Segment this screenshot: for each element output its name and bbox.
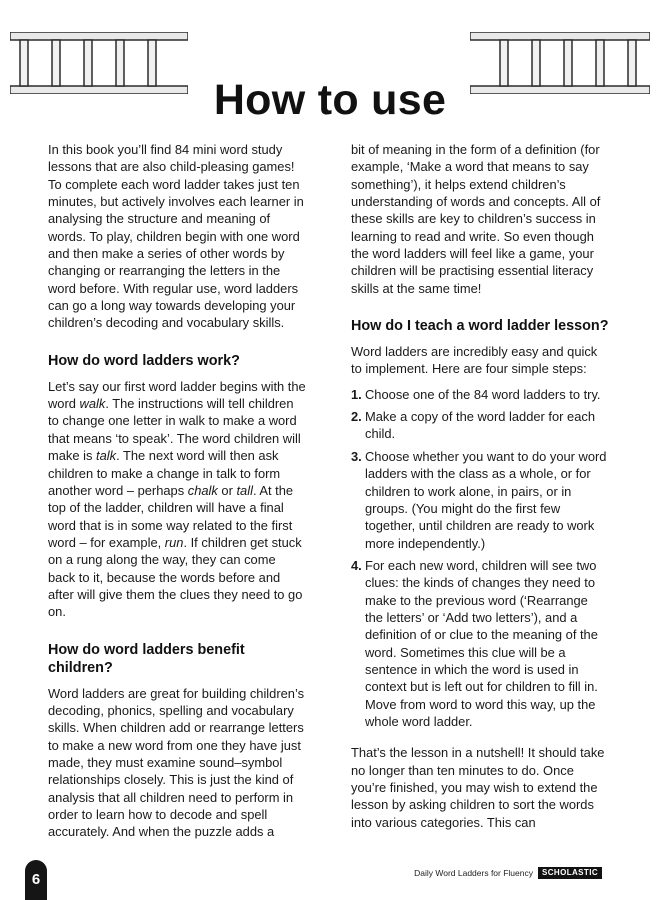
- page-title: How to use: [213, 76, 447, 124]
- teach-intro-paragraph: Word ladders are incredibly easy and quick to implement. Here are four simple steps:: [351, 344, 598, 377]
- step-number: 3.: [351, 448, 362, 464]
- step-number: 2.: [351, 409, 362, 425]
- example-word: tall: [236, 482, 253, 498]
- text-segment: . The instructions will tell children to change one letter in walk to make a word that means ‘to speak’. The word children will make is: [48, 396, 301, 464]
- continued-paragraph: bit of meaning in the form of a definition (for example, ‘Make a word that means to say something’), it helps extend children’s understanding of words and concepts. All of these skills are key to children’s success in learning to read and write. So even though the word ladders will feel like a game, your children will be practising essential literacy skills at the same time!: [351, 142, 601, 296]
- text-segment: Let’s say our first word ladder begins with the word: [48, 378, 306, 412]
- text-segment: or: [217, 482, 237, 498]
- example-word: talk: [96, 448, 117, 464]
- steps-list: [351, 386, 609, 731]
- page-number-tab: 6: [25, 860, 47, 900]
- example-word: chalk: [187, 482, 218, 498]
- left-column: [48, 141, 306, 841]
- book-title: Daily Word Ladders for Fluency: [414, 868, 533, 878]
- text-segment: . If children get stuck on a rung along the way, they can come back to it, because the words before and after will give them the clues they need to go on.: [48, 534, 303, 620]
- ladder-icon-right: [470, 32, 650, 94]
- text-segment: . The next word will then ask children to make a change in talk to form another word – perhaps: [48, 448, 281, 498]
- benefit-paragraph: Word ladders are great for building children’s decoding, phonics, spelling and vocabulary skills. When children add or rearrange letters to make a new word from one they have just made, they must examine sound–symbol relationships closely. This is just the kind of analysis that all children need to perform in order to learn how to decode and spell accurately. And when the puzzle adds a: [48, 685, 305, 840]
- example-word: run: [164, 534, 184, 550]
- heading-how-teach: How do I teach a word ladder lesson?: [351, 318, 609, 335]
- step-text: Choose whether you want to do your word ladders with the class as a whole, or for children to work alone, in pairs, or in groups. (You might do the first few together, until children are ready to work more independently.): [365, 448, 607, 551]
- how-work-paragraph: [48, 378, 306, 621]
- step-number: 4.: [351, 557, 362, 573]
- publisher-logo: SCHOLASTIC: [538, 867, 602, 879]
- heading-benefit: How do word ladders benefit children?: [48, 641, 245, 676]
- heading-how-work: How do word ladders work?: [48, 352, 240, 369]
- step-text: Make a copy of the word ladder for each child.: [365, 409, 596, 442]
- step-item: [351, 386, 609, 403]
- page-header: [0, 30, 660, 122]
- text-segment: . At the top of the ladder, children will have a final word that is in some way related to the first word – for example,: [48, 482, 294, 550]
- right-column: [351, 141, 609, 831]
- step-text: Choose one of the 84 word ladders to try.: [365, 386, 601, 402]
- step-text: For each new word, children will see two clues: the kinds of changes they need to make to the previous word (‘Rearrange the letters’ or ‘Add two letters’), and a definition of or clue to the meaning of the word. Sometimes this clue will be a sentence in which the word is used in context but is left out for children to fill in. Move from word to word this way, up the whole word ladder.: [365, 557, 598, 729]
- step-item: [351, 408, 609, 443]
- example-word: walk: [79, 396, 106, 412]
- footer-credit: [414, 867, 602, 879]
- closing-paragraph: That’s the lesson in a nutshell! It should take no longer than ten minutes to do. Once you’re finished, you may wish to extend the lesson by asking children to sort the words into various categories. This can: [351, 745, 605, 830]
- step-item: [351, 557, 609, 730]
- step-number: 1.: [351, 386, 362, 402]
- intro-paragraph: In this book you’ll find 84 mini word study lessons that are also child-pleasing games! To complete each word ladder takes just ten minutes, but actively involves each learner in analysing the structure and meaning of words. To play, children begin with one word and then make a series of other words by changing or rearranging the letters in the word before. With regular use, word ladders can go a long way towards developing your children’s decoding and vocabulary skills.: [48, 142, 304, 331]
- step-item: [351, 448, 609, 552]
